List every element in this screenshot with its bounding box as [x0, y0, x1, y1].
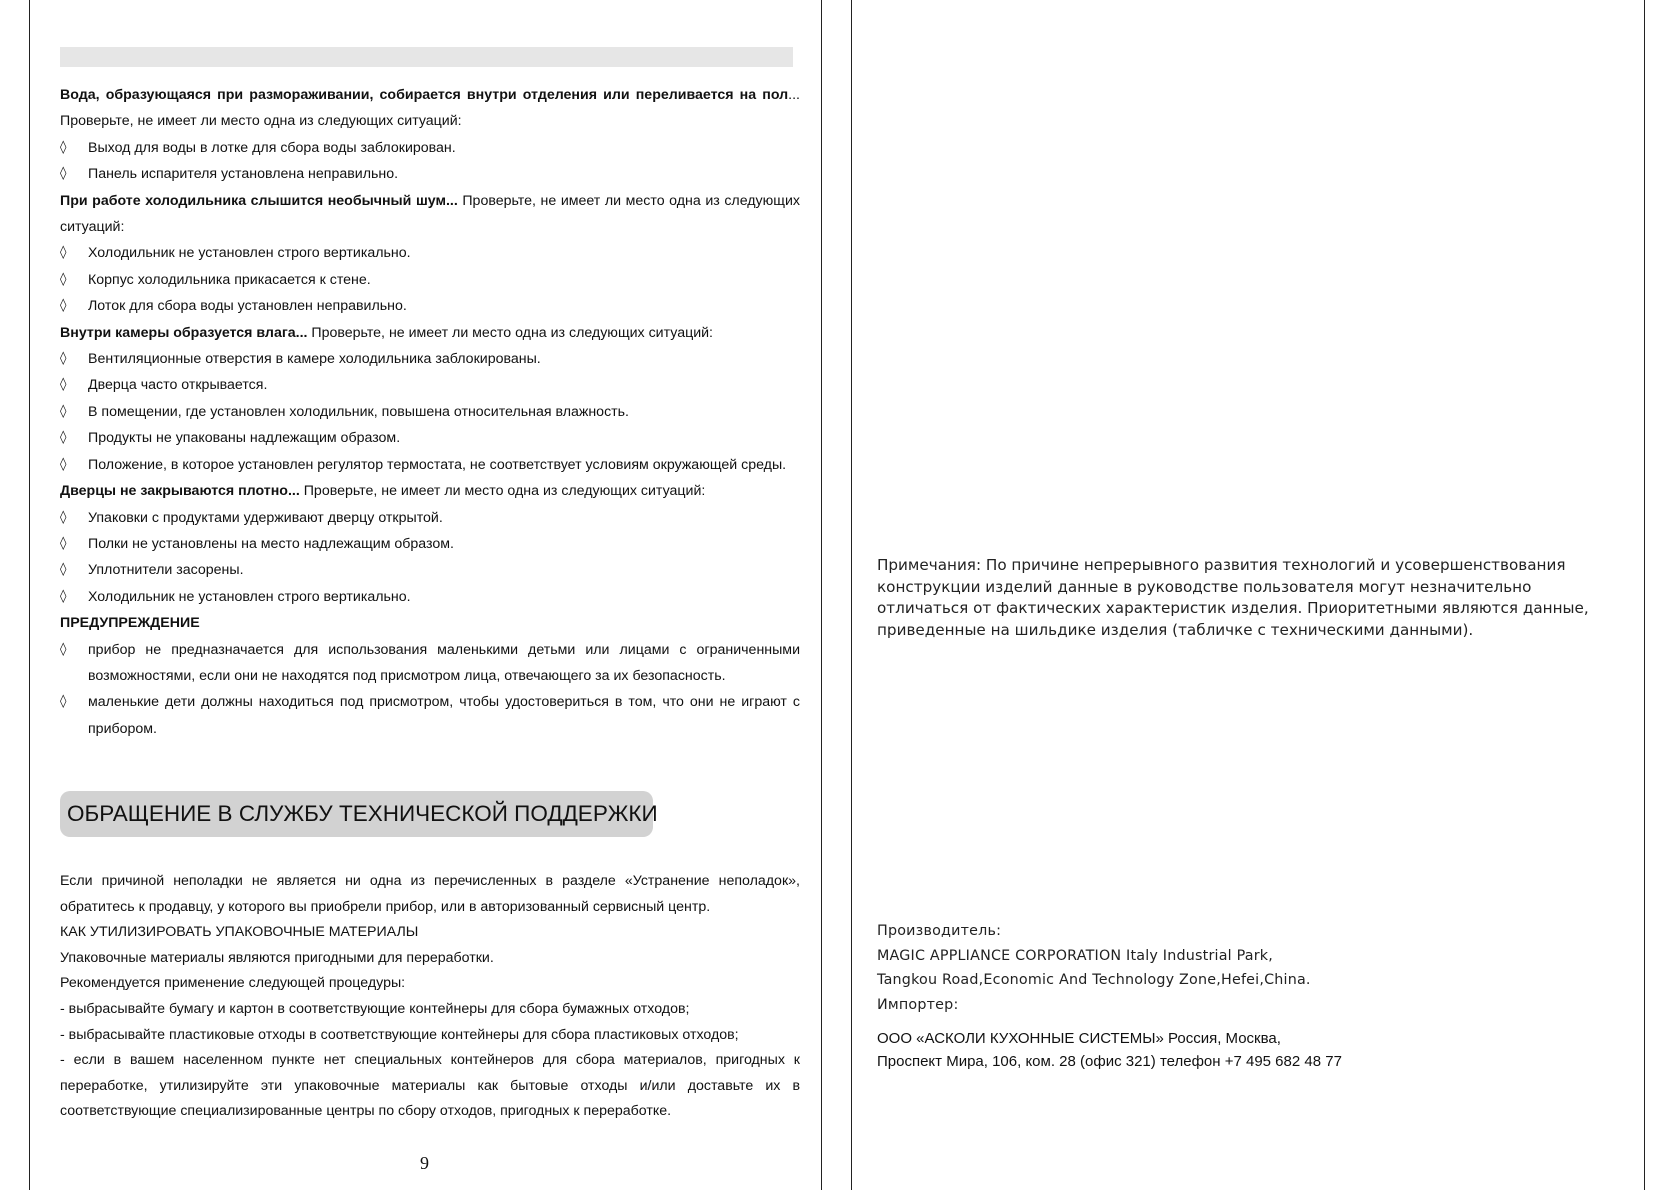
manufacturer-line: MAGIC APPLIANCE CORPORATION Italy Industrial Park,	[877, 947, 1274, 964]
manufacturer-label: Производитель:	[877, 923, 1002, 939]
page-border-left	[29, 0, 30, 1190]
disposal-step: - выбрасывайте пластиковые отходы в соответствующие контейнеры для сбора пластиковых отходов;	[60, 1026, 739, 1043]
notes-line: приведенные на шильдике изделия (табличке с техническими данными).	[877, 620, 1474, 639]
list-item: ◊ Упаковки с продуктами удерживают дверцу открытой.	[60, 505, 800, 531]
list-item: ◊ Дверца часто открывается.	[60, 372, 800, 398]
support-text: Если причиной неполадки не является ни одна из перечисленных в разделе «Устранение неполадок», обратитесь к продавцу, у которого вы приобрели прибор, или в авторизованный сервисный центр.	[60, 873, 800, 915]
disposal-line: Упаковочные материалы являются пригодными для переработки.	[60, 949, 494, 966]
list-item: ◊ Уплотнители засорены.	[60, 557, 800, 583]
issue-water-lead: Вода, образующаяся при размораживании, собирается внутри отделения или переливается на пол... Проверьте, не имеет ли место одна из следующих ситуаций:	[60, 87, 800, 130]
page-border-right	[1644, 0, 1645, 1190]
diamond-bullet-icon: ◊	[60, 351, 67, 367]
diamond-bullet-icon: ◊	[60, 403, 67, 419]
disposal-step: - выбрасывайте бумагу и картон в соответствующие контейнеры для сбора бумажных отходов;	[60, 1000, 690, 1017]
diamond-bullet-icon: ◊	[60, 271, 67, 287]
list-item: ◊ Вентиляционные отверстия в камере холодильника заблокированы.	[60, 346, 800, 372]
disposal-heading: КАК УТИЛИЗИРОВАТЬ УПАКОВОЧНЫЕ МАТЕРИАЛЫ	[60, 924, 419, 941]
notes-line: Примечания: По причине непрерывного развития технологий и усовершенствования	[877, 556, 1566, 574]
support-section-title: ОБРАЩЕНИЕ В СЛУЖБУ ТЕХНИЧЕСКОЙ ПОДДЕРЖКИ	[60, 791, 653, 837]
importer-label: Импортер:	[877, 996, 959, 1013]
right-page	[877, 0, 1637, 1190]
diamond-bullet-icon: ◊	[60, 641, 67, 657]
diamond-bullet-icon: ◊	[60, 456, 67, 472]
disposal-step: - если в вашем населенном пункте нет специальных контейнеров для сбора материалов, пригодных к переработке, утилизируйте эти упаковочные материалы как бытовые отходы и/или доставьте их в соответствующие специализированные центры по сбору отходов, пригодных к переработке.	[60, 1052, 800, 1120]
list-item: ◊ Корпус холодильника прикасается к стене.	[60, 267, 800, 293]
list-item: ◊ Продукты не упакованы надлежащим образом.	[60, 425, 800, 451]
diamond-bullet-icon: ◊	[60, 509, 67, 525]
notes-line: конструкции изделий данные в руководстве пользователя могут незначительно	[877, 577, 1532, 596]
diamond-bullet-icon: ◊	[60, 166, 67, 182]
list-item: ◊ Холодильник не установлен строго вертикально.	[60, 584, 800, 610]
list-item: ◊ маленькие дети должны находиться под присмотром, чтобы удостовериться в том, что они не играют с прибором.	[60, 689, 800, 742]
diamond-bullet-icon: ◊	[60, 535, 67, 551]
diamond-bullet-icon: ◊	[60, 377, 67, 393]
diamond-bullet-icon: ◊	[60, 139, 67, 155]
diamond-bullet-icon: ◊	[60, 298, 67, 314]
list-item: ◊ Холодильник не установлен строго вертикально.	[60, 240, 800, 266]
diamond-bullet-icon: ◊	[60, 694, 67, 710]
support-and-disposal	[60, 869, 800, 1125]
page-number: 9	[420, 1153, 429, 1173]
warning-heading: ПРЕДУПРЕЖДЕНИЕ	[60, 615, 200, 632]
list-item: ◊ Положение, в которое установлен регулятор термостата, не соответствует условиям окружающей среды.	[60, 452, 800, 478]
importer-line: Проспект Мира, 106, ком. 28 (офис 321) телефон +7 495 682 48 77	[877, 1053, 1342, 1070]
issue-noise-lead: При работе холодильника слышится необычный шум... Проверьте, не имеет ли место одна из следующих ситуаций:	[60, 192, 800, 236]
left-page	[60, 0, 800, 1190]
notes-line: отличаться от фактических характеристик изделия. Приоритетными являются данные,	[877, 599, 1589, 617]
troubleshooting-section	[60, 82, 800, 742]
issue-moisture-lead: Внутри камеры образуется влага... Проверьте, не имеет ли место одна из следующих ситуаций:	[60, 324, 714, 341]
list-item: ◊ В помещении, где установлен холодильник, повышена относительная влажность.	[60, 399, 800, 425]
list-item: ◊ Лоток для сбора воды установлен неправильно.	[60, 293, 800, 319]
notes-block	[877, 555, 1637, 641]
manufacturer-block	[877, 919, 1311, 1017]
list-item: ◊ Полки не установлены на место надлежащим образом.	[60, 531, 800, 557]
list-item: ◊ прибор не предназначается для использования маленькими детьми или лицами с ограниченными возможностями, если они не находятся под присмотром лица, отвечающего за их безопасность.	[60, 637, 800, 690]
header-bar	[60, 47, 793, 67]
diamond-bullet-icon: ◊	[60, 562, 67, 578]
diamond-bullet-icon: ◊	[60, 588, 67, 604]
page-border-center-right	[851, 0, 852, 1190]
diamond-bullet-icon: ◊	[60, 430, 67, 446]
page-border-center-left	[821, 0, 822, 1190]
diamond-bullet-icon: ◊	[60, 245, 67, 261]
importer-block	[877, 1027, 1342, 1073]
list-item: ◊ Панель испарителя установлена неправильно.	[60, 161, 800, 187]
disposal-line: Рекомендуется применение следующей процедуры:	[60, 975, 406, 992]
manufacturer-line: Tangkou Road,Economic And Technology Zone,Hefei,China.	[877, 972, 1311, 988]
list-item: ◊ Выход для воды в лотке для сбора воды заблокирован.	[60, 135, 800, 161]
issue-doors-lead: Дверцы не закрываются плотно... Проверьте, не имеет ли место одна из следующих ситуаций:	[60, 483, 706, 500]
importer-line: ООО «АСКОЛИ КУХОННЫЕ СИСТЕМЫ» Россия, Москва,	[877, 1030, 1281, 1047]
